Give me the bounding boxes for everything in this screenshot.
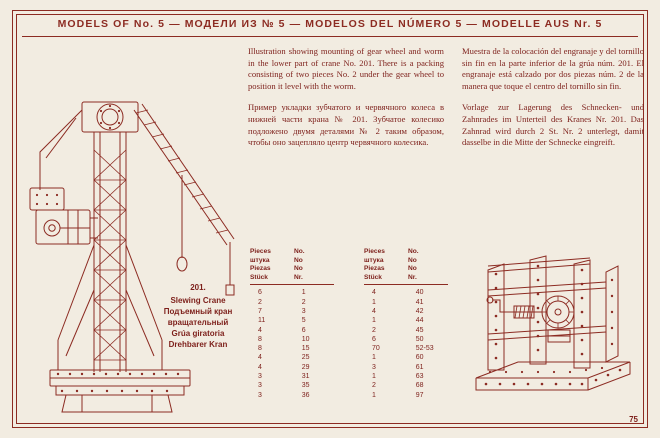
parts-count: 3: [258, 382, 262, 390]
parts-count: 1: [372, 298, 376, 306]
parts-count: 4: [372, 307, 376, 315]
table-row: [364, 335, 450, 344]
part-number: 2: [301, 298, 306, 306]
paragraph-english: Illustration showing mounting of gear wheel and worm in the lower part of crane No. 201. There is a packing consisting of two pieces No. 2 under the gear wheel to position it level with the worm.: [248, 46, 444, 91]
part-number: 60: [415, 354, 424, 362]
table-row: [364, 307, 450, 316]
table-row: [250, 372, 336, 381]
parts-list-table: [250, 248, 450, 400]
header-no-es: No: [294, 265, 303, 273]
part-number: 45: [415, 326, 424, 334]
paragraph-russian: Пример укладки зубчатого и червячного колеса в нижней части крана № 201. Зубчатое колесико подложено двумя деталями № 2 таким образом, чтобы оно зацепляло центр червячного колесика.: [248, 102, 444, 148]
parts-count: 2: [372, 326, 376, 334]
header-pieces-ru-2: штука: [364, 256, 384, 264]
table-row: [364, 288, 450, 297]
header-no-en: No.: [294, 248, 305, 255]
part-number: 68: [415, 382, 424, 390]
header-pieces-es-2: Piezas: [364, 265, 385, 273]
part-number: 6: [301, 326, 306, 334]
header-pieces-es: Piezas: [250, 265, 271, 273]
parts-count: 1: [372, 373, 376, 381]
parts-column-right: [364, 248, 450, 400]
parts-count: 3: [258, 373, 262, 381]
parts-column-left: [250, 248, 336, 400]
parts-count: 2: [258, 298, 262, 306]
parts-count: 4: [258, 326, 262, 334]
model-name-es: Grúa giratoria: [171, 329, 225, 338]
part-number: 36: [301, 391, 310, 399]
header-no-es-2: No: [408, 265, 417, 273]
parts-count: 4: [372, 289, 376, 297]
parts-count: 7: [258, 307, 262, 315]
parts-count: 2: [372, 382, 376, 390]
header-no-ru: No: [294, 256, 303, 264]
parts-count: 3: [258, 391, 262, 399]
header-no-de: Nr.: [294, 273, 303, 281]
part-number: 3: [301, 307, 306, 315]
parts-count: 11: [258, 317, 266, 325]
parts-count: 6: [372, 335, 376, 343]
table-row: [364, 391, 450, 400]
part-number: 44: [415, 317, 424, 325]
text-column-left: [248, 46, 444, 159]
header-rule: [22, 36, 638, 37]
table-row: [250, 326, 336, 335]
table-row: [364, 372, 450, 381]
model-name-de: Drehbarer Kran: [168, 340, 228, 349]
model-caption: [150, 282, 246, 350]
header-no-ru-2: No: [408, 256, 417, 264]
header-pieces-ru: штука: [250, 256, 270, 264]
table-row: [364, 326, 450, 335]
paragraph-german: Vorlage zur Lagerung des Schnecken- und Zahnrades im Unterteil des Kranes Nr. 201. Das Zahnrad wird durch 2 St. Nr. 2 unterlegt, damit dasselbe in die Mitte der Schnecke eingreift.: [462, 102, 644, 148]
model-name-en: Slewing Crane: [170, 296, 226, 305]
part-number: 10: [301, 335, 310, 343]
parts-count: 4: [258, 363, 262, 371]
parts-count: 1: [372, 354, 376, 362]
table-row: [250, 353, 336, 362]
part-number: 42: [415, 307, 424, 315]
part-number: 61: [415, 363, 424, 371]
part-number: 31: [301, 373, 310, 381]
parts-count: 1: [372, 317, 376, 325]
header-no-en-2: No.: [408, 248, 419, 255]
table-row: [250, 391, 336, 400]
table-row: [250, 344, 336, 353]
part-number: 25: [301, 354, 310, 362]
header-pieces-en: Pieces: [250, 248, 271, 255]
parts-count: 8: [258, 345, 262, 353]
page-title: MODELS OF No. 5 — МОДЕЛИ ИЗ № 5 — MODELOS DEL NÚMERO 5 — MODELLE AUS Nr. 5: [57, 18, 603, 30]
table-row: [364, 298, 450, 307]
table-row: [250, 363, 336, 372]
slewing-crane-illustration: [22, 40, 242, 420]
part-number: 41: [415, 298, 424, 306]
header-pieces-de: Stück: [250, 273, 268, 281]
part-number: 97: [415, 391, 424, 399]
gear-and-worm-mounting-illustration: [470, 250, 640, 415]
parts-count: 3: [372, 363, 376, 371]
part-number: 29: [301, 363, 310, 371]
text-column-right: [462, 46, 644, 159]
parts-count: 4: [258, 354, 262, 362]
table-row: [250, 307, 336, 316]
parts-count: 1: [372, 391, 376, 399]
part-number: 35: [301, 382, 310, 390]
table-row: [364, 353, 450, 362]
page-number: 75: [629, 415, 638, 424]
part-number: 40: [415, 289, 424, 297]
table-rule-right: [364, 284, 448, 285]
part-number: 52-53: [415, 345, 434, 353]
table-row: [250, 288, 336, 297]
table-row: [250, 335, 336, 344]
table-rule-left: [250, 284, 334, 285]
part-number: 5: [301, 317, 306, 325]
header-pieces-en-2: Pieces: [364, 248, 385, 255]
part-number: 15: [301, 345, 310, 353]
part-number: 63: [415, 373, 424, 381]
table-row: [250, 298, 336, 307]
model-number: 201.: [190, 283, 206, 292]
part-number: 50: [415, 335, 424, 343]
header-no-de-2: Nr.: [408, 273, 417, 281]
header-pieces-de-2: Stück: [364, 273, 382, 281]
parts-count: 6: [258, 289, 262, 297]
parts-count: 70: [372, 345, 380, 353]
table-row: [364, 316, 450, 325]
table-row: [364, 344, 450, 353]
table-row: [364, 381, 450, 390]
parts-count: 8: [258, 335, 262, 343]
table-row: [364, 363, 450, 372]
table-row: [250, 381, 336, 390]
paragraph-spanish: Muestra de la colocación del engranaje y del tornillo sin fin en la parte inferior de la grúa núm. 201. El engranaje está calzado por dos piezas núm. 2 de la manera que toque el centro del tornillo sin fin.: [462, 46, 644, 91]
table-row: [250, 316, 336, 325]
model-name-ru: Подъемный кран вращательный: [163, 307, 233, 327]
part-number: 1: [301, 289, 306, 297]
